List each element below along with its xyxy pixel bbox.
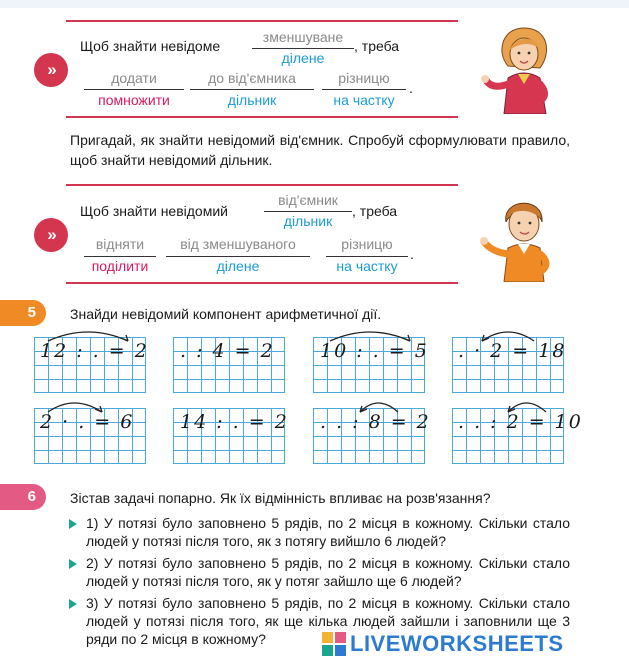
equation-5: 2 · . = 6 [40,411,135,433]
rule2-end: . [410,246,414,262]
rule1-blank3-answer[interactable]: на частку [333,92,395,108]
rule2-blank2-answer[interactable]: ділене [216,258,260,274]
rule1-blank1-answer[interactable]: помножити [98,92,170,108]
rule2-blank2-line [166,256,310,257]
arrow-bullet-icon [68,558,78,570]
rule1-blank1-gray: додати [111,70,157,86]
equation-7: . . : 8 = 2 [320,411,431,433]
rule1-blank3-line [322,89,406,90]
rule2-blank1-line [84,256,156,257]
task6-title: Зістав задачі попарно. Як їх відмінність впливає на розв'язання? [70,490,491,506]
task5-title: Знайди невідомий компонент арифметичної дії. [70,306,382,322]
rule1-end: . [409,80,413,96]
arrow-bullet-icon [68,598,78,610]
teacher-illustration [478,22,570,114]
equation-3: 10 : . = 5 [320,340,429,362]
double-chevron-icon: » [34,218,68,252]
equation-6: 14 : . = 2 [180,411,289,433]
arc-arrow-5 [44,400,106,414]
rule1-blank2-line [190,89,314,90]
task6-number-tab: 6 [0,484,46,510]
rule-box-1-bottom-line [66,116,458,118]
arc-arrow-7 [356,400,402,414]
rule1-suffix: , треба [354,38,400,54]
rule2-blank2-gray: від зменшуваного [180,236,296,252]
arrow-bullet-icon [68,518,78,530]
rule2-blank3-line [326,256,408,257]
rule1-blank2-gray: до від'ємника [208,70,296,86]
equation-1: 12 : . = 2 [40,340,149,362]
rule2-fraction-bottom[interactable]: дільник [283,213,333,229]
instruction-text: Пригадай, як знайти невідомий від'ємник. Спробуй сформулювати правило, щоб знайти невідомий дільник. [70,132,570,168]
equation-4: . · 2 = 18 [458,340,567,362]
rule1-fraction-bottom[interactable]: ділене [281,50,325,66]
task6-item-3: 3) У потязі було заповнено 5 рядів, по 2 місця в кожному. Скільки стало людей у потязі після того, як ще кілька людей зайшли і заповнили ще 3 ряди по 2 місця в кожному? [86,595,570,647]
rule1-lead: Щоб знайти невідоме [80,38,221,54]
rule1-blank1-line [84,89,184,90]
rule1-fraction-line [252,48,354,49]
task5-number-tab: 5 [0,300,46,326]
rule2-fraction-top: від'ємник [278,192,338,208]
rule2-suffix: , треба [352,203,398,219]
rule-box-1-top-line [66,20,458,22]
equation-2: . : 4 = 2 [180,340,275,362]
rule1-fraction-top: зменшуване [262,29,344,45]
watermark: LIVEWORKSHEETS [350,631,564,656]
double-chevron-icon: » [34,53,68,87]
rule2-fraction-line [264,211,352,212]
arc-arrow-8 [504,400,550,414]
rule-box-2-top-line [66,184,458,186]
rule2-blank1-gray: відняти [95,236,145,252]
arc-arrow-4 [478,329,538,343]
rule2-blank1-answer[interactable]: поділити [91,258,149,274]
rule2-blank3-gray: різницю [341,236,393,252]
rule-box-2-bottom-line [66,282,458,284]
boy-illustration [478,188,570,282]
rule2-blank3-answer[interactable]: на частку [336,258,398,274]
top-strip [0,0,629,8]
rule1-blank2-answer[interactable]: дільник [227,92,277,108]
equation-8: . . : 2 = 10 [458,411,583,433]
arc-arrow-3 [326,329,414,343]
rule2-lead: Щоб знайти невідомий [80,203,228,219]
task6-item-1: 1) У потязі було заповнено 5 рядів, по 2 місця в кожному. Скільки стало людей у потязі після того, як з потягу вийшло 6 людей? [86,515,570,549]
rule1-blank3-gray: різницю [338,70,390,86]
task6-item-2: 2) У потязі було заповнено 5 рядів, по 2 місця в кожному. Скільки стало людей у потязі після того, як у потяг зайшло ще 6 людей? [86,555,570,589]
liveworksheets-logo-icon [320,630,348,658]
arc-arrow-1 [44,329,132,343]
